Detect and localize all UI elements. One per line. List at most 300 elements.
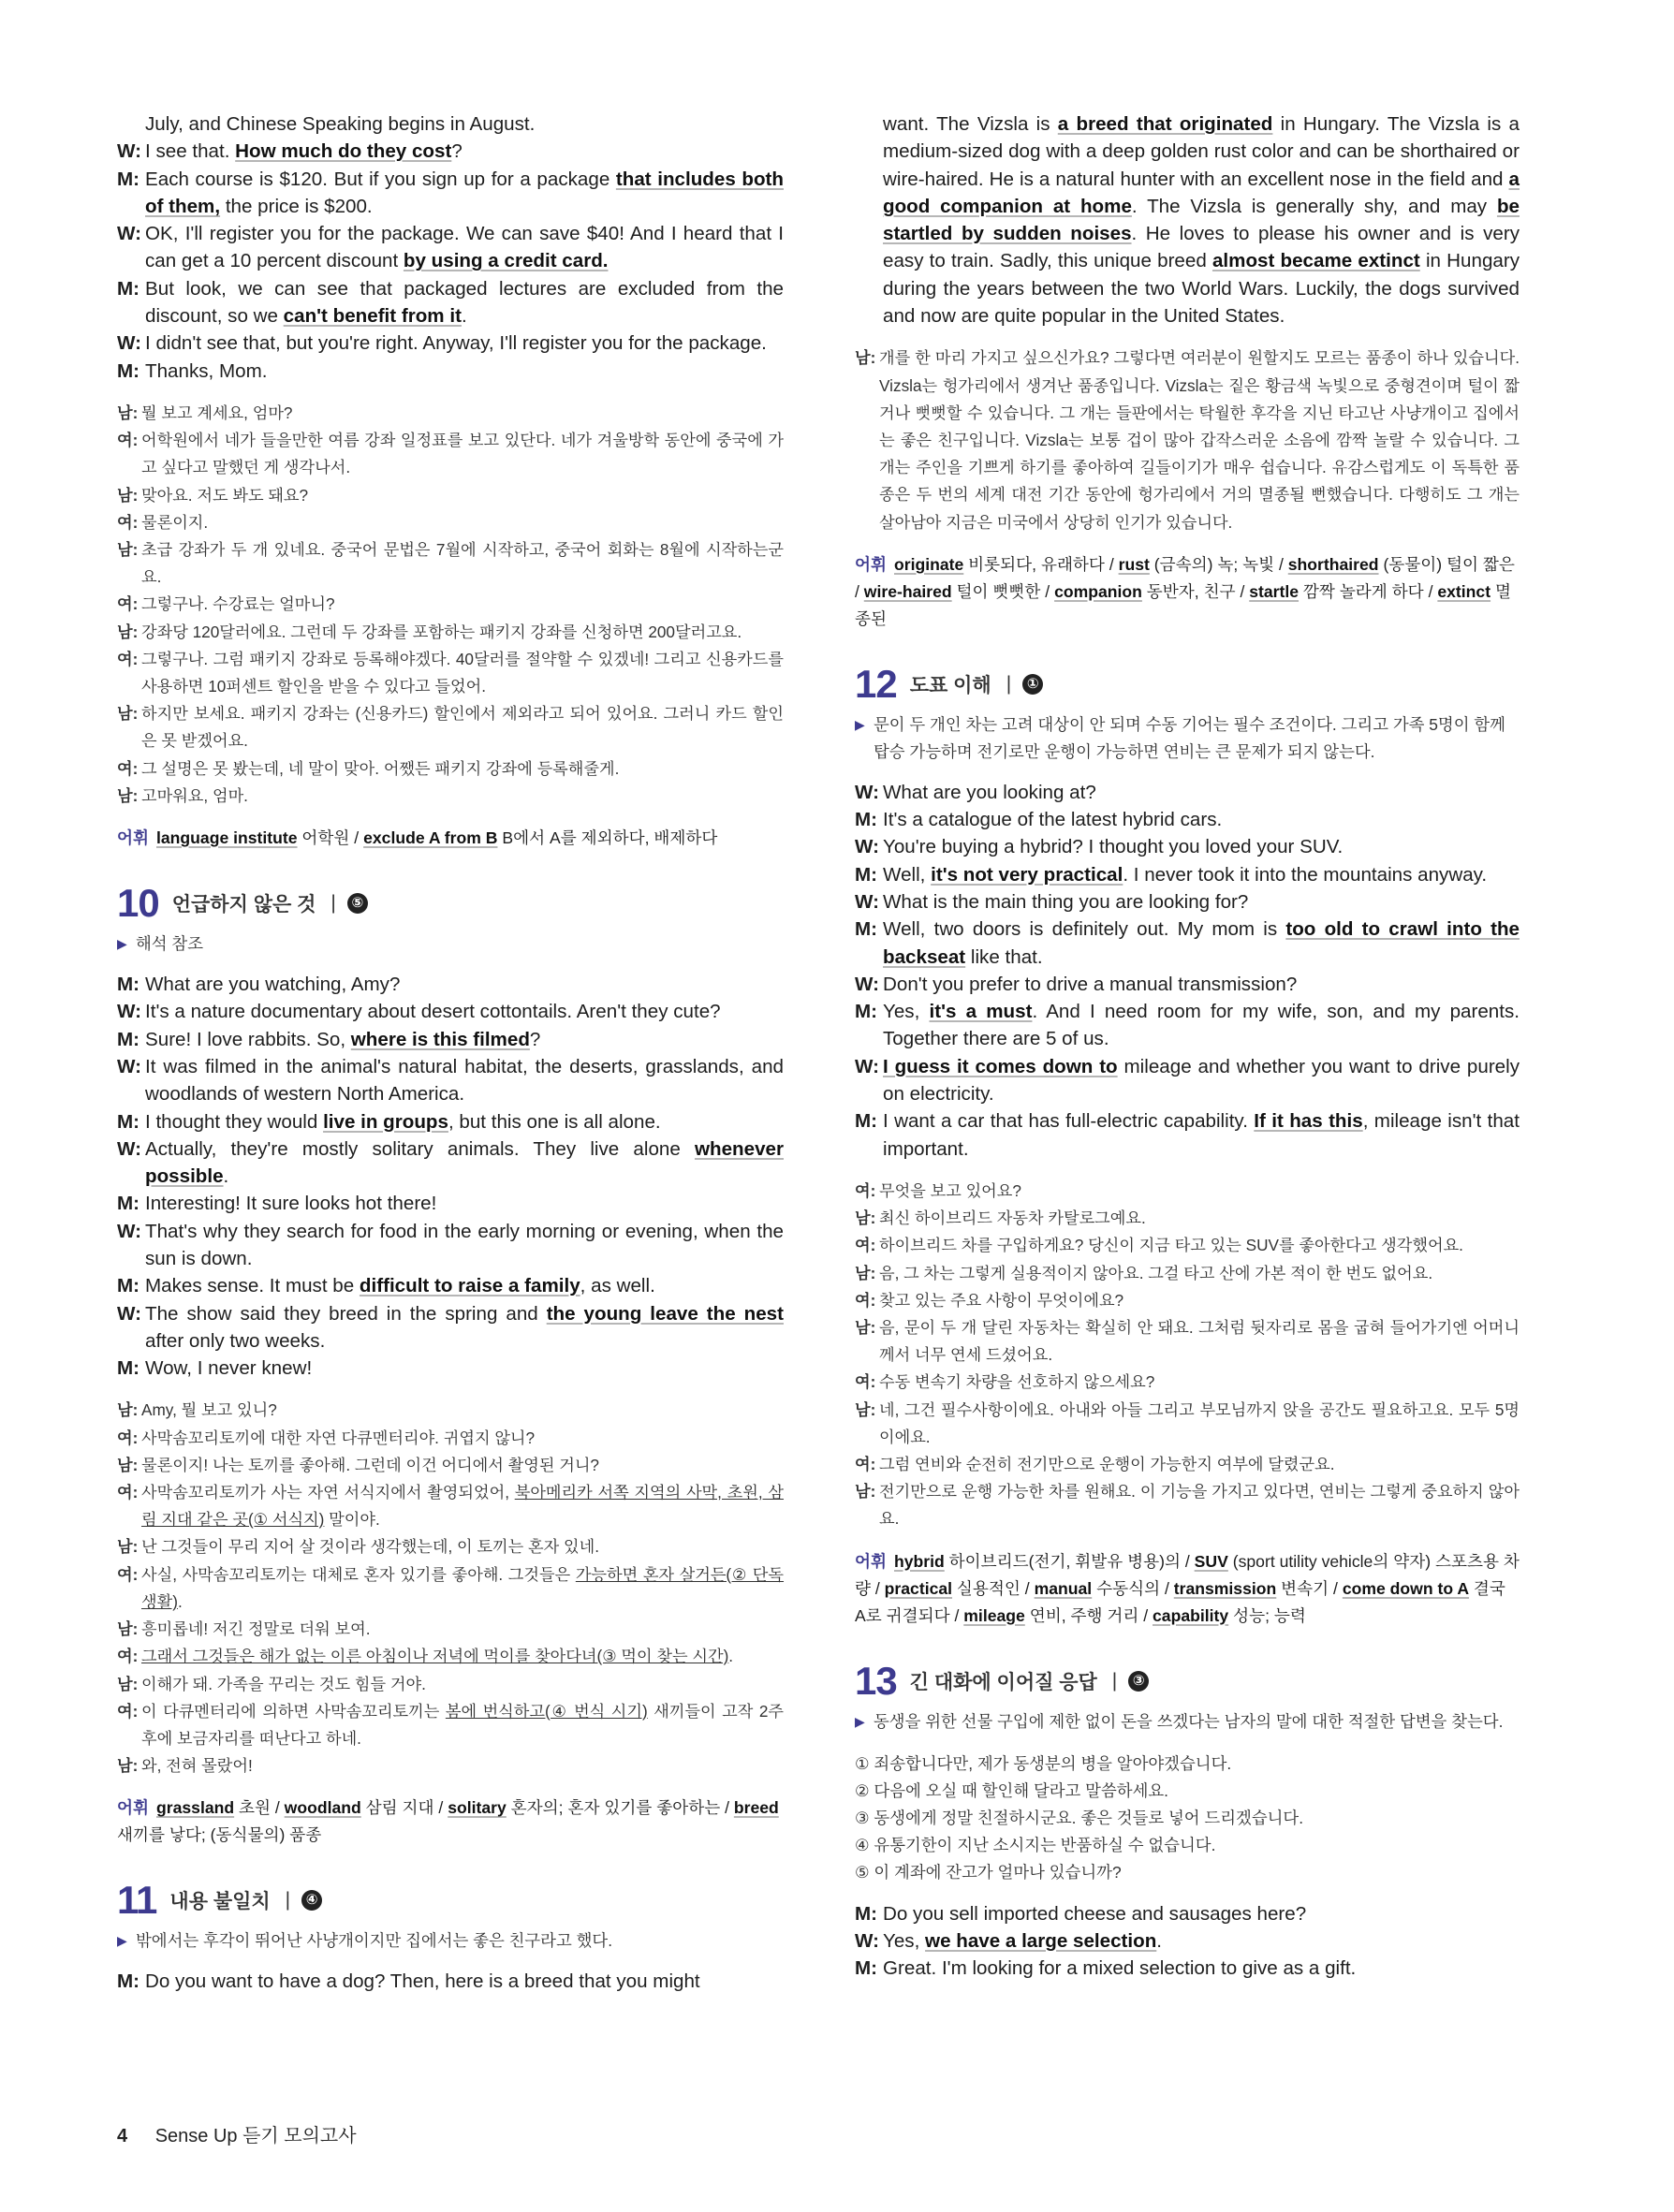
speaker-label: 여: xyxy=(117,1647,139,1666)
highlighted-phrase: whenever possible xyxy=(145,1137,784,1188)
text-run: the price is $200. xyxy=(220,195,373,217)
line-text xyxy=(883,779,1520,806)
divider: | xyxy=(1006,672,1012,695)
page-footer xyxy=(117,2120,357,2147)
speaker-label: W: xyxy=(855,781,879,803)
text-run: Yes, xyxy=(883,1929,926,1952)
highlighted-phrase: mileage xyxy=(963,1605,1025,1625)
q9-dialogue xyxy=(117,110,784,385)
line-text xyxy=(141,482,784,509)
line-text xyxy=(145,358,784,385)
text-run: 멸종된 xyxy=(855,581,1511,628)
text-run: It's a catalogue of the latest hybrid cars. xyxy=(883,809,1223,831)
line-text xyxy=(141,755,784,783)
text-run: ? xyxy=(529,1028,541,1050)
speaker-label: M: xyxy=(855,809,878,831)
question-type: 언급하지 않은 것 xyxy=(171,894,316,916)
highlighted-phrase: shorthaired xyxy=(1287,554,1379,574)
text-run: 연비, 주행 거리 / xyxy=(1024,1605,1153,1625)
speaker-label: W: xyxy=(855,973,879,995)
highlighted-phrase: exclude A from B xyxy=(363,828,498,848)
dialogue-line xyxy=(117,1218,784,1273)
speaker-label: M: xyxy=(117,1970,140,1993)
text-run: 결국 A로 귀결되다 / xyxy=(855,1578,1505,1625)
dialogue-line xyxy=(117,1135,784,1191)
text-run: 개를 한 마리 가지고 싶으신가요? 그렇다면 여러분이 원할지도 모르는 품종이 하나 있습니다. Vizsla는 헝가리에서 생겨난 품종입니다. Vizsla는 짙은 황금색 녹빛으로 중형견이며 털이 짧거나 뻣뻣할 수 있습니다. 그 개는 들판에서는 탁월한 후각을 지닌 타고난 사냥개이고 집에서는 좋은 친구입니다. Vizsla는 보통 겁이 많아 갑작스러운 소음에 깜짝 놀랄 수 있습니다. 그 개는 주인을 기쁘게 하기를 좋아하여 길들이기가 매우 쉽습니다. 유감스럽게도 이 독특한 품종은 두 번의 세계 대전 기간 동안에 헝가리에서 거의 멸종될 뻔했습니다. 다행히도 그 개는 살아남아 지금은 미국에서 상당히 인기가 있습니다. xyxy=(879,348,1520,532)
triangle-bullet-icon: ▶ xyxy=(117,1933,127,1949)
dialogue-line xyxy=(117,275,784,330)
highlighted-phrase: where is this filmed xyxy=(350,1028,530,1050)
line-text xyxy=(141,1671,784,1698)
text-run: 그럼 연비와 순전히 전기만으로 운행이 가능한지 여부에 달렸군요. xyxy=(879,1454,1335,1473)
text-run: 사막솜꼬리토끼가 사는 자연 서식지에서 촬영되었어, xyxy=(141,1483,515,1502)
explanation-text: 해석 참조 xyxy=(136,934,204,954)
speaker-label: 남: xyxy=(117,1674,139,1693)
underlined-phrase: 봄에 번식하고(④ 번식 시기) xyxy=(445,1701,648,1721)
speaker-label: M: xyxy=(117,974,140,996)
line-text xyxy=(145,166,784,221)
q9-translation xyxy=(117,400,784,810)
speaker-label: 여: xyxy=(117,758,139,778)
line-text xyxy=(879,1397,1520,1451)
q9-vocab xyxy=(117,825,784,852)
line-text xyxy=(145,330,784,357)
text-run: . xyxy=(461,305,467,328)
dialogue-line xyxy=(855,1478,1520,1532)
speaker-label: 남: xyxy=(117,704,139,724)
text-run: The show said they breed in the spring and xyxy=(145,1302,547,1325)
highlighted-phrase: extinct xyxy=(1437,581,1491,601)
line-text xyxy=(883,833,1520,860)
line-text xyxy=(141,1397,784,1424)
speaker-label: 여: xyxy=(117,1701,139,1721)
vocab-label: 어휘 xyxy=(855,554,887,574)
answer-badge: ⑤ xyxy=(347,893,368,914)
line-text xyxy=(883,1107,1520,1163)
dialogue-line xyxy=(117,646,784,700)
text-run: 이 다큐멘터리에 의하면 사막솜꼬리토끼는 xyxy=(141,1701,446,1721)
speaker-label: 여: xyxy=(117,512,139,532)
speaker-label: 남: xyxy=(117,1537,139,1557)
text-run: Great. I'm looking for a mixed selection to give as a gift. xyxy=(883,1957,1357,1980)
q13-explanation xyxy=(855,1708,1520,1736)
dialogue-line xyxy=(117,1968,784,1995)
line-text xyxy=(141,1752,784,1780)
text-run: What is the main thing you are looking for? xyxy=(883,890,1249,913)
speaker-label: W: xyxy=(117,1001,141,1023)
text-run: 변속기 / xyxy=(1276,1578,1343,1598)
line-text xyxy=(145,138,784,165)
q12-vocab xyxy=(855,1548,1520,1630)
speaker-label: W: xyxy=(117,332,141,355)
line-text xyxy=(141,427,784,481)
line-text xyxy=(879,1478,1520,1532)
text-run: It was filmed in the animal's natural habitat, the deserts, grasslands, and woodlands of western North America. xyxy=(145,1055,784,1106)
text-run: 초원 / xyxy=(234,1798,285,1818)
question-type: 도표 이해 xyxy=(909,674,991,696)
line-text xyxy=(883,998,1520,1053)
highlighted-phrase: capability xyxy=(1153,1605,1229,1625)
text-run: I want a car that has full-electric capability. xyxy=(883,1110,1255,1133)
line-text xyxy=(879,344,1520,535)
line-text xyxy=(141,783,784,810)
highlighted-phrase: can't benefit from it xyxy=(283,305,462,328)
dialogue-line xyxy=(855,1900,1520,1927)
dialogue-line xyxy=(117,166,784,221)
text-run: 어학원에서 네가 들을만한 여름 강좌 일정표를 보고 있단다. 네가 겨울방학 동안에 중국에 가고 싶다고 말했던 게 생각나서. xyxy=(141,431,784,477)
dialogue-line xyxy=(117,971,784,998)
dialogue-line xyxy=(855,1232,1520,1259)
highlighted-phrase: that includes both of them, xyxy=(145,168,784,217)
line-text xyxy=(141,1616,784,1643)
dialogue-line xyxy=(117,427,784,481)
speaker-label: W: xyxy=(117,1220,141,1242)
question-number: 10 xyxy=(117,881,159,926)
dialogue-line xyxy=(117,1698,784,1752)
text-run: 찾고 있는 주요 사항이 무엇이에요? xyxy=(879,1290,1124,1310)
dialogue-line xyxy=(117,1452,784,1479)
highlighted-phrase: it's not very practical xyxy=(931,863,1123,886)
answer-option: ② 다음에 오실 때 할인해 달라고 말씀하세요. xyxy=(855,1780,1169,1800)
answer-badge: ④ xyxy=(301,1890,322,1911)
speaker-label: 남: xyxy=(855,1209,876,1228)
text-run: 어학원 / xyxy=(297,828,364,848)
line-text xyxy=(883,1900,1520,1927)
line-text xyxy=(145,1026,784,1053)
speaker-label: W: xyxy=(117,1302,141,1325)
highlighted-phrase: breed xyxy=(733,1798,779,1818)
explanation-text: 밖에서는 후각이 뛰어난 사냥개이지만 집에서는 좋은 친구라고 했다. xyxy=(136,1931,613,1951)
text-run: . And I need room for my wife, son, and my parents. Together there are 5 of us. xyxy=(883,1001,1520,1050)
vocab-label: 어휘 xyxy=(855,1551,887,1571)
text-run: (sport utility vehicle의 약자) 스포츠용 차량 / xyxy=(855,1551,1520,1598)
q11-translation xyxy=(855,344,1520,535)
text-run: 무엇을 보고 있어요? xyxy=(879,1180,1021,1200)
text-run: 네, 그건 필수사항이에요. 아내와 아들 그리고 부모님까지 앉을 공간도 필요하고요. 모두 5명이에요. xyxy=(879,1399,1520,1446)
text-run: 하이브리드 차를 구입하게요? 당신이 지금 타고 있는 SUV를 좋아한다고 생각했어요. xyxy=(879,1236,1463,1255)
answer-badge: ③ xyxy=(1128,1671,1149,1692)
speaker-label: 여: xyxy=(117,649,139,668)
highlighted-phrase: companion xyxy=(1054,581,1142,601)
line-text xyxy=(879,1232,1520,1259)
speaker-label: 남: xyxy=(117,785,139,805)
line-text xyxy=(883,1955,1520,1982)
line-text xyxy=(145,275,784,330)
underlined-phrase: 북아메리카 서쪽 지역의 사막, 초원, 삼림 지대 같은 곳(① 서식지) xyxy=(141,1483,784,1530)
dialogue-line xyxy=(117,110,784,138)
text-run: I thought they would xyxy=(145,1110,324,1133)
text-run: 강좌당 120달러에요. 그런데 두 강좌를 포함하는 패키지 강좌를 신청하면 200달러고요. xyxy=(141,622,742,641)
vocab-label: 어휘 xyxy=(117,1798,149,1818)
dialogue-line xyxy=(855,1955,1520,1982)
text-run: 와, 전혀 몰랐어! xyxy=(141,1756,253,1776)
question-type: 긴 대화에 이어질 응답 xyxy=(909,1671,1097,1693)
dialogue-line xyxy=(855,888,1520,916)
speaker-label: 남: xyxy=(117,622,139,641)
speaker-label: W: xyxy=(117,1137,141,1160)
line-text xyxy=(145,1300,784,1355)
speaker-label: 여: xyxy=(855,1180,876,1200)
text-run: 사막솜꼬리토끼에 대한 자연 다큐멘터리야. 귀엽지 않니? xyxy=(141,1428,536,1447)
dialogue-line xyxy=(855,1107,1520,1163)
text-run: 물론이지. xyxy=(141,512,209,532)
dialogue-line xyxy=(855,1397,1520,1451)
dialogue-line xyxy=(117,1643,784,1670)
text-run: 그렇구나. 그럼 패키지 강좌로 등록해야겠다. 40달러를 절약할 수 있겠네! 그리고 신용카드를 사용하면 10퍼센트 할인을 받을 수 있다고 들었어. xyxy=(141,649,784,696)
highlighted-phrase: manual xyxy=(1034,1578,1093,1598)
text-run: 초급 강좌가 두 개 있네요. 중국어 문법은 7월에 시작하고, 중국어 회화는 8월에 시작하는군요. xyxy=(141,539,784,587)
highlighted-phrase: come down to A xyxy=(1342,1578,1470,1598)
triangle-bullet-icon: ▶ xyxy=(855,716,865,732)
q13-options xyxy=(855,1751,1520,1887)
text-run: mileage and whether you want to drive purely on electricity. xyxy=(883,1055,1520,1106)
divider: | xyxy=(1111,1669,1118,1692)
highlighted-phrase: If it has this xyxy=(1254,1110,1363,1133)
speaker-label: 여: xyxy=(117,1564,139,1584)
speaker-label: 남: xyxy=(117,1619,139,1639)
q13-dialogue xyxy=(855,1900,1520,1983)
dialogue-line xyxy=(855,806,1520,833)
highlighted-phrase: by using a credit card. xyxy=(403,250,609,272)
speaker-label: W: xyxy=(855,1929,879,1952)
line-text xyxy=(879,1369,1520,1396)
highlighted-phrase: hybrid xyxy=(894,1551,945,1571)
text-run: Each course is $120. But if you sign up for a package xyxy=(145,168,616,190)
q12-header xyxy=(855,661,1520,706)
text-run: B에서 A를 제외하다, 배제하다 xyxy=(497,828,718,848)
highlighted-phrase: transmission xyxy=(1173,1578,1277,1598)
divider: | xyxy=(285,1889,291,1912)
dialogue-line xyxy=(117,1355,784,1382)
text-run: 비롯되다, 유래하다 / xyxy=(963,554,1119,574)
dialogue-line xyxy=(117,1397,784,1424)
dialogue-line xyxy=(117,482,784,509)
text-run: 뭘 보고 계세요, 엄마? xyxy=(141,403,293,422)
q12-translation xyxy=(855,1178,1520,1533)
dialogue-line xyxy=(117,220,784,275)
text-run: , mileage isn't that important. xyxy=(883,1110,1520,1160)
text-run: But look, we can see that packaged lectures are excluded from the discount, so we xyxy=(145,277,784,328)
book-title: Sense Up 듣기 모의고사 xyxy=(154,2126,357,2146)
line-text xyxy=(141,1452,784,1479)
question-number: 11 xyxy=(117,1878,157,1923)
line-text xyxy=(879,1287,1520,1314)
line-text xyxy=(145,971,784,998)
text-run: (금속의) 녹; 녹빛 / xyxy=(1149,554,1288,574)
line-text xyxy=(879,1205,1520,1232)
text-run: Sure! I love rabbits. So, xyxy=(145,1028,351,1050)
highlighted-phrase: How much do they cost xyxy=(235,140,452,163)
highlighted-phrase: solitary xyxy=(448,1798,507,1818)
text-run: Do you want to have a dog? Then, here is a breed that you might xyxy=(145,1970,700,1993)
speaker-label: 여: xyxy=(117,1483,139,1502)
text-run: in Hungary during the years between the two World Wars. Luckily, the dogs survived and now are quite popular in the United States. xyxy=(883,250,1520,328)
vocab-label: 어휘 xyxy=(117,828,149,848)
speaker-label: 여: xyxy=(117,594,139,614)
highlighted-phrase: rust xyxy=(1118,554,1150,574)
line-text xyxy=(141,1643,784,1670)
text-run: 혼자의; 혼자 있기를 좋아하는 / xyxy=(506,1798,734,1818)
line-text xyxy=(879,1178,1520,1205)
dialogue-line xyxy=(117,1425,784,1452)
line-text xyxy=(141,1479,784,1533)
line-text xyxy=(883,110,1520,330)
line-text xyxy=(141,646,784,700)
highlighted-phrase: it's a must xyxy=(929,1001,1033,1023)
answer-option: ④ 유통기한이 지난 소시지는 반품하실 수 없습니다. xyxy=(855,1836,1216,1855)
text-run: Actually, they're mostly solitary animals. They live alone xyxy=(145,1137,695,1160)
highlighted-phrase: live in groups xyxy=(323,1110,448,1133)
text-run: That's why they search for food in the early morning or evening, when the sun is down. xyxy=(145,1220,784,1269)
speaker-label: 남: xyxy=(855,1263,876,1282)
text-run: I see that. xyxy=(145,140,236,163)
left-column xyxy=(117,110,784,1996)
text-run: OK, I'll register you for the package. We can save $40! And I heard that I can get a 10 percent discount xyxy=(145,223,784,272)
speaker-label: 여: xyxy=(117,431,139,450)
speaker-label: 여: xyxy=(117,1428,139,1447)
dialogue-line xyxy=(855,1451,1520,1478)
speaker-label: W: xyxy=(855,890,879,913)
speaker-label: 여: xyxy=(855,1454,876,1473)
text-run: 새끼를 낳다; (동식물의) 품종 xyxy=(117,1825,322,1845)
speaker-label: M: xyxy=(117,1028,140,1050)
page-number: 4 xyxy=(117,2126,128,2146)
text-run: after only two weeks. xyxy=(145,1329,326,1352)
text-run: 새끼들이 고작 2주 후에 보금자리를 떠난다고 하네. xyxy=(141,1701,785,1748)
text-run: Well, two doors is definitely out. My mom is xyxy=(883,918,1286,941)
speaker-label: 남: xyxy=(855,1317,876,1337)
dialogue-line xyxy=(117,1533,784,1560)
dialogue-line xyxy=(855,1053,1520,1108)
dialogue-line xyxy=(855,344,1520,535)
line-text xyxy=(145,1135,784,1191)
dialogue-line xyxy=(117,138,784,165)
text-run: . xyxy=(728,1647,734,1666)
line-text xyxy=(145,220,784,275)
dialogue-line xyxy=(117,591,784,618)
highlighted-phrase: originate xyxy=(894,554,964,574)
highlighted-phrase: wire-haired xyxy=(863,581,952,601)
text-run: Amy, 뭘 보고 있니? xyxy=(141,1400,277,1420)
dialogue-line xyxy=(855,971,1520,998)
dialogue-line xyxy=(117,1108,784,1135)
answer-option: ⑤ 이 계좌에 잔고가 얼마나 있습니까? xyxy=(855,1863,1122,1882)
text-run: . xyxy=(1156,1929,1163,1952)
speaker-label: 남: xyxy=(117,1455,139,1474)
answer-badge: ① xyxy=(1022,674,1043,695)
speaker-label: 남: xyxy=(117,1756,139,1776)
dialogue-line xyxy=(855,998,1520,1053)
dialogue-line xyxy=(117,1190,784,1217)
dialogue-line xyxy=(855,779,1520,806)
text-run: 성능; 능력 xyxy=(1228,1605,1306,1625)
speaker-label: 여: xyxy=(855,1290,876,1310)
text-run: Don't you prefer to drive a manual transmission? xyxy=(883,973,1298,995)
line-text xyxy=(145,110,784,138)
text-run: ? xyxy=(451,140,463,163)
q10-header xyxy=(117,881,784,926)
text-run: 하지만 보세요. 패키지 강좌는 (신용카드) 할인에서 제외라고 되어 있어요. 그러니 카드 할인은 못 받겠어요. xyxy=(141,704,784,751)
question-type: 내용 불일치 xyxy=(169,1891,271,1913)
q11-dialogue-continued xyxy=(855,110,1520,330)
dialogue-line xyxy=(117,536,784,591)
text-run: 삼림 지대 / xyxy=(360,1798,448,1818)
text-run: 최신 하이브리드 자동차 카탈로그예요. xyxy=(879,1209,1146,1228)
speaker-label: M: xyxy=(117,1275,140,1297)
line-text xyxy=(145,1968,784,1995)
q11-explanation xyxy=(117,1927,784,1955)
line-text xyxy=(883,806,1520,833)
q13-header xyxy=(855,1658,1520,1703)
text-run: (동물이) 털이 짧은 / xyxy=(855,554,1515,601)
dialogue-line xyxy=(855,1260,1520,1287)
highlighted-phrase: difficult to raise a family xyxy=(359,1275,580,1297)
highlighted-phrase: startle xyxy=(1249,581,1300,601)
divider: | xyxy=(330,892,336,915)
speaker-label: M: xyxy=(117,359,140,382)
speaker-label: 여: xyxy=(855,1372,876,1392)
dialogue-line xyxy=(117,755,784,783)
text-run: Thanks, Mom. xyxy=(145,359,268,382)
speaker-label: 남: xyxy=(855,1482,876,1502)
dialogue-line xyxy=(117,1561,784,1616)
q10-translation xyxy=(117,1397,784,1780)
text-run: . He loves to please his owner and is very easy to train. Sadly, this unique breed xyxy=(883,223,1520,272)
text-run: 물론이지! 나는 토끼를 좋아해. 그런데 이건 어디에서 촬영된 거니? xyxy=(141,1455,599,1474)
dialogue-line xyxy=(855,1178,1520,1205)
line-text xyxy=(145,1218,784,1273)
line-text xyxy=(141,509,784,536)
highlighted-phrase: SUV xyxy=(1194,1551,1228,1571)
dialogue-line xyxy=(117,1671,784,1698)
speaker-label: M: xyxy=(855,1957,878,1980)
text-run: 수동 변속기 차량을 선호하지 않으세요? xyxy=(879,1372,1155,1392)
line-text xyxy=(145,1355,784,1382)
underlined-phrase: 가능하면 혼자 살거든(② 단독 생활) xyxy=(141,1564,785,1611)
dialogue-line xyxy=(855,1369,1520,1396)
text-run: 음, 그 차는 그렇게 실용적이지 않아요. 그걸 타고 산에 가본 적이 한 번도 없어요. xyxy=(879,1263,1433,1282)
line-text xyxy=(883,888,1520,916)
line-text xyxy=(883,1053,1520,1108)
speaker-label: M: xyxy=(855,1110,878,1133)
text-run: 하이브리드(전기, 휘발유 병용)의 / xyxy=(944,1551,1195,1571)
q11-vocab xyxy=(855,551,1520,633)
dialogue-line xyxy=(117,783,784,810)
text-run: . I never took it into the mountains anyway. xyxy=(1123,863,1488,886)
speaker-label: 여: xyxy=(855,1236,876,1255)
line-text xyxy=(145,1272,784,1299)
text-run: , as well. xyxy=(580,1275,655,1297)
text-run: . xyxy=(223,1165,229,1188)
triangle-bullet-icon: ▶ xyxy=(855,1713,865,1729)
text-run: 전기만으로 운행 가능한 차를 원해요. 이 기능을 가지고 있다면, 연비는 그렇게 중요하지 않아요. xyxy=(879,1482,1520,1529)
highlighted-phrase: I guess it comes down to xyxy=(883,1055,1118,1077)
highlighted-phrase: language institute xyxy=(156,828,298,848)
q11-dialogue xyxy=(117,1968,784,1995)
speaker-label: M: xyxy=(117,1357,140,1380)
line-text xyxy=(883,916,1520,971)
line-text xyxy=(141,1425,784,1452)
highlighted-phrase: too old to crawl into the backseat xyxy=(883,918,1520,968)
line-text xyxy=(879,1314,1520,1369)
dialogue-line xyxy=(117,998,784,1025)
highlighted-phrase: grassland xyxy=(156,1798,235,1818)
dialogue-line xyxy=(855,1314,1520,1369)
dialogue-line xyxy=(117,700,784,754)
q10-dialogue xyxy=(117,971,784,1382)
dialogue-line xyxy=(117,1272,784,1299)
text-run: Yes, xyxy=(883,1001,930,1023)
